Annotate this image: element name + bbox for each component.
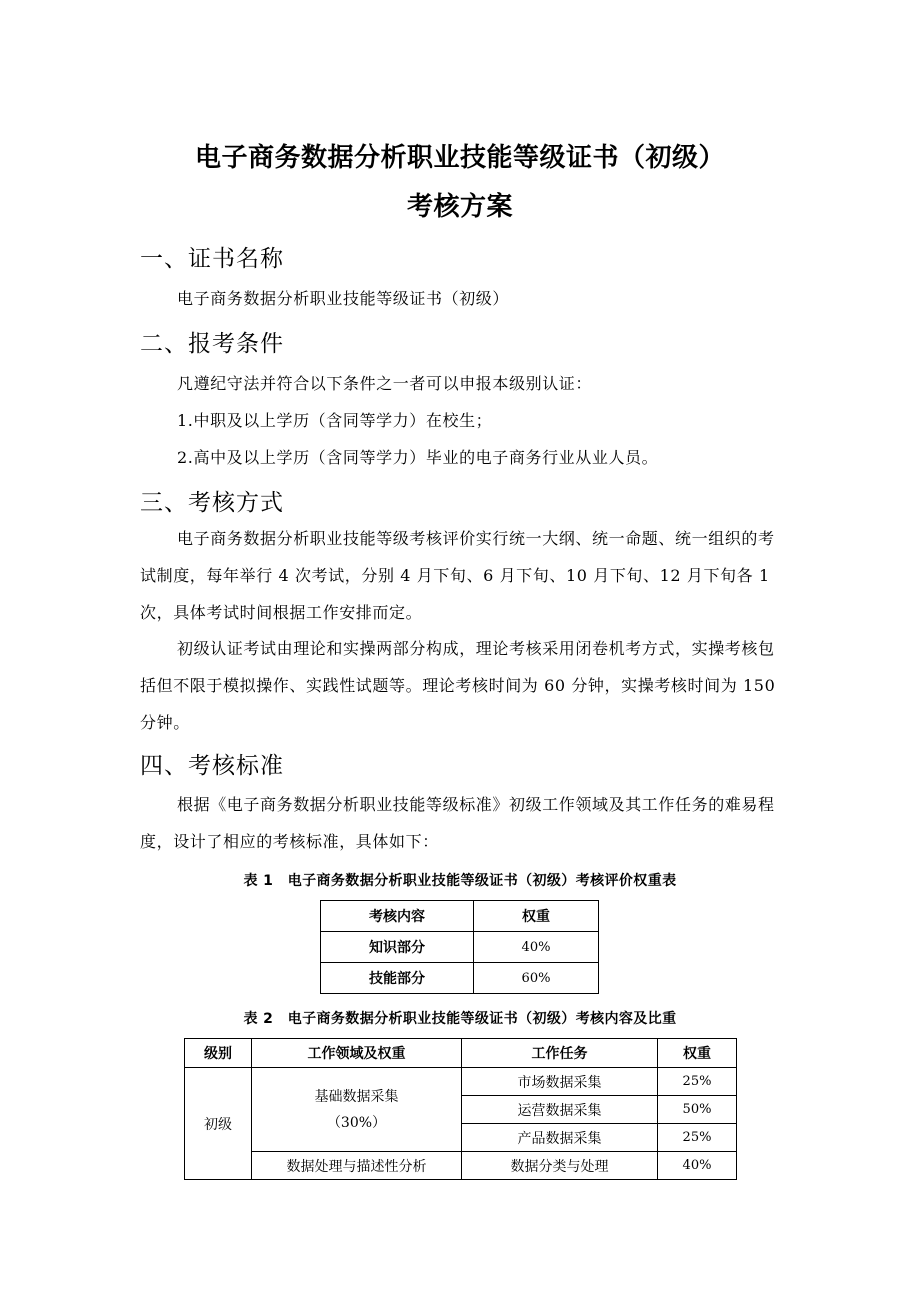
section-heading-certificate-name: 一、证书名称 bbox=[140, 246, 284, 272]
weight-table bbox=[320, 900, 599, 994]
work-domain-cell bbox=[252, 1068, 462, 1152]
exam-method-paragraph-1: 电子商务数据分析职业技能等级考核评价实行统一大纲、统一命题、统一组织的考试制度，每年举行 4 次考试，分别 4 月下旬、6 月下旬、10 月下旬、12 月下旬各 1 次，具体考试时间根据工作安排而定。 bbox=[140, 529, 775, 622]
task-cell: 产品数据采集 bbox=[462, 1124, 658, 1152]
table-cell: 技能部分 bbox=[321, 963, 474, 994]
work-domain-name: 基础数据采集 bbox=[314, 1088, 399, 1105]
task-cell: 数据分类与处理 bbox=[462, 1152, 658, 1180]
table2-caption: 表 2 电子商务数据分析职业技能等级证书（初级）考核内容及比重 bbox=[243, 1011, 677, 1027]
level-cell: 初级 bbox=[185, 1068, 252, 1180]
table-cell: 40% bbox=[474, 932, 599, 963]
exam-standard-paragraph: 根据《电子商务数据分析职业技能等级标准》初级工作领域及其工作任务的难易程度，设计了相应的考核标准，具体如下： bbox=[140, 795, 775, 851]
task-weight-cell: 25% bbox=[658, 1124, 737, 1152]
section-heading-requirements: 二、报考条件 bbox=[140, 331, 284, 357]
table-cell: 知识部分 bbox=[321, 932, 474, 963]
task-weight-cell: 50% bbox=[658, 1096, 737, 1124]
document-title-line1: 电子商务数据分析职业技能等级证书（初级） bbox=[194, 143, 725, 173]
task-cell: 市场数据采集 bbox=[462, 1068, 658, 1096]
content-weight-table bbox=[184, 1038, 737, 1180]
table1-caption: 表 1 电子商务数据分析职业技能等级证书（初级）考核评价权重表 bbox=[243, 873, 677, 889]
table-row bbox=[185, 1068, 737, 1096]
task-cell: 运营数据采集 bbox=[462, 1096, 658, 1124]
table-header-cell: 工作领域及权重 bbox=[252, 1039, 462, 1068]
requirements-intro: 凡遵纪守法并符合以下条件之一者可以申报本级别认证： bbox=[177, 374, 593, 393]
table-header-row bbox=[185, 1039, 737, 1068]
table-row bbox=[321, 932, 599, 963]
table-header-row bbox=[321, 901, 599, 932]
section-heading-exam-standard: 四、考核标准 bbox=[140, 753, 284, 779]
task-weight-cell: 40% bbox=[658, 1152, 737, 1180]
document-title-line2: 考核方案 bbox=[406, 192, 513, 222]
requirement-item-2: 2.高中及以上学历（含同等学力）毕业的电子商务行业从业人员。 bbox=[177, 448, 659, 467]
table-row bbox=[185, 1152, 737, 1180]
work-domain-cell: 数据处理与描述性分析 bbox=[252, 1152, 462, 1180]
certificate-name-paragraph: 电子商务数据分析职业技能等级证书（初级） bbox=[177, 289, 510, 308]
table-header-cell: 权重 bbox=[658, 1039, 737, 1068]
table-header-cell: 考核内容 bbox=[321, 901, 474, 932]
table-header-cell: 权重 bbox=[474, 901, 599, 932]
section-heading-exam-method: 三、考核方式 bbox=[140, 490, 284, 516]
requirement-item-1: 1.中职及以上学历（含同等学力）在校生； bbox=[177, 411, 493, 430]
exam-method-paragraph-2: 初级认证考试由理论和实操两部分构成，理论考核采用闭卷机考方式，实操考核包括但不限于模拟操作、实践性试题等。理论考核时间为 60 分钟，实操考核时间为 150 分钟。 bbox=[140, 639, 776, 732]
table-cell: 60% bbox=[474, 963, 599, 994]
table-row bbox=[321, 963, 599, 994]
work-domain-weight: （30%） bbox=[326, 1114, 387, 1131]
table-header-cell: 工作任务 bbox=[462, 1039, 658, 1068]
task-weight-cell: 25% bbox=[658, 1068, 737, 1096]
table-header-cell: 级别 bbox=[185, 1039, 252, 1068]
